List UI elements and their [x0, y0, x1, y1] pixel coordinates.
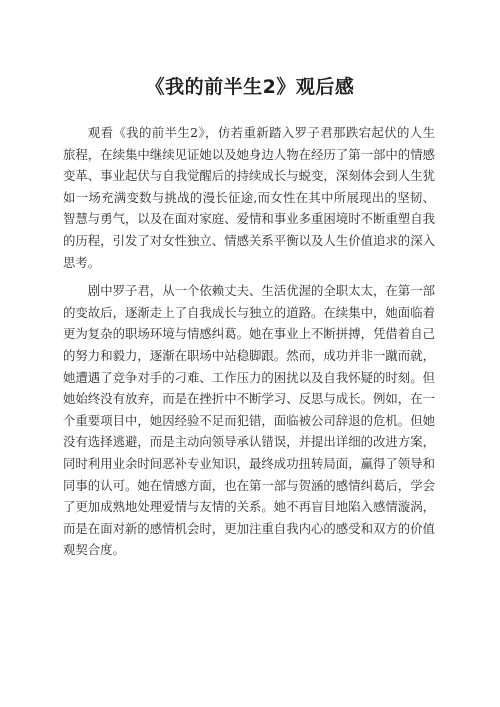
document-body	[63, 122, 435, 561]
paragraph: 剧中罗子君，从一个依赖丈夫、生活优渥的全职太太，在第一部的变故后，逐渐走上了自我成长与独立的道路。在续集中，她面临着更为复杂的职场环境与情感纠葛。她在事业上不断拼搏，凭借着自己的努力和毅力，逐渐在职场中站稳脚跟。然而，成功并非一蹴而就，她遭遇了竞争对手的刁难、工作压力的困扰以及自我怀疑的时刻。但她始终没有放弃，而是在挫折中不断学习、反思与成长。例如，在一个重要项目中，她因经验不足而犯错，面临被公司辞退的危机。但她没有选择逃避，而是主动向领导承认错误，并提出详细的改进方案，同时利用业余时间恶补专业知识，最终成功扭转局面，赢得了领导和同事的认可。她在情感方面，也在第一部与贺涵的感情纠葛后，学会了更加成熟地处理爱情与友情的关系。她不再盲目地陷入感情漩涡，而是在面对新的感情机会时，更加注重自我内心的感受和双方的价值观契合度。	[63, 283, 435, 558]
paragraph: 观看《我的前半生2》，仿若重新踏入罗子君那跌宕起伏的人生旅程，在续集中继续见证她以及她身边人物在经历了第一部中的情感变革、事业起伏与自我觉醒后的持续成长与蜕变，深刻体会到人生犹如一场充满变数与挑战的漫长征途,而女性在其中所展现出的坚韧、智慧与勇气，以及在面对家庭、爱情和事业多重困境时不断重塑自我的历程，引发了对女性独立、情感关系平衡以及人生价值追求的深入思考。	[63, 125, 435, 270]
document-title: 《我的前半生2》观后感	[145, 76, 355, 98]
